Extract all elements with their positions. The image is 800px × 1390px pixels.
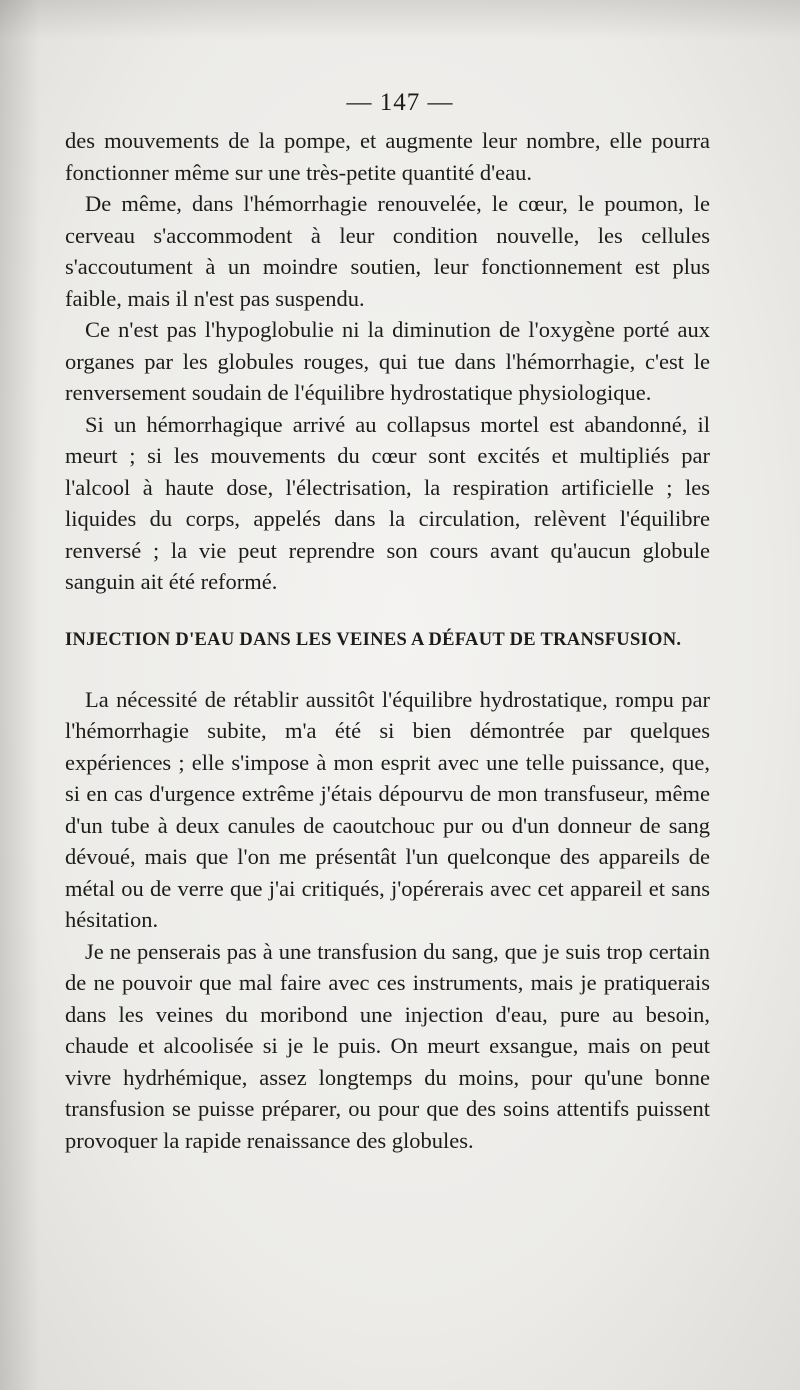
paragraph-hypoglobulie: Ce n'est pas l'hypoglobulie ni la diminution de l'oxygène porté aux organes par les globules rouges, qui tue dans l'hémorrhagie, c'est le renversement soudain de l'équilibre hydrostatique physiologique. [65,317,710,405]
paragraph-necessite: La nécessité de rétablir aussitôt l'équilibre hydrostatique, rompu par l'hémorrhagie subite, m'a été si bien démontrée par quelques expériences ; elle s'impose à mon esprit avec une telle puissance, que, si en cas d'urgence extrême j'étais dépourvu de mon transfuseur, même d'un tube à deux canules de caoutchouc pur ou d'un donneur de sang dévoué, mais que l'on me présentât l'un quelconque des appareils de métal ou de verre que j'ai critiqués, j'opérerais avec cet appareil et sans hésitation. [65,686,710,932]
page-number: — 147 — [346,89,454,116]
paragraph-continuation: des mouvements de la pompe, et augmente leur nombre, elle pourra fonctionner même sur une très-petite quantité d'eau. [65,128,710,185]
page-shadow-left [0,0,40,1390]
paragraph-hemorrhage-renewed: De même, dans l'hémorrhagie renouvelée, le cœur, le poumon, le cerveau s'accommodent à leur condition nouvelle, les cellules s'accoutument à un moindre soutien, leur fonctionnement est plus faible, mais il n'est pas suspendu. [65,191,710,311]
paragraph-collapsus: Si un hémorrhagique arrivé au collapsus mortel est abandonné, il meurt ; si les mouvements du cœur sont excités et multipliés par l'alcool à haute dose, l'électrisation, la respiration artificielle ; les liquides du corps, appelés dans la circulation, relèvent l'équilibre renversé ; la vie peut reprendre son cours avant qu'aucun globule sanguin ait été reformé. [65,411,710,594]
page-shadow-top [0,0,800,40]
section-heading: INJECTION D'EAU DANS LES VEINES A DÉFAUT DE TRANSFUSION. [65,629,682,650]
page-body [65,125,710,1156]
paragraph-injection: Je ne penserais pas à une transfusion du sang, que je suis trop certain de ne pouvoir que mal faire avec ces instruments, mais je pratiquerais dans les veines du moribond une injection d'eau, pure au besoin, chaude et alcoolisée si je le puis. On meurt exsangue, mais on peut vivre hydrhémique, assez longtemps du moins, pour qu'une bonne transfusion se puisse préparer, ou pour que des soins attentifs puissent provoquer la rapide renaissance des globules. [65,938,710,1153]
